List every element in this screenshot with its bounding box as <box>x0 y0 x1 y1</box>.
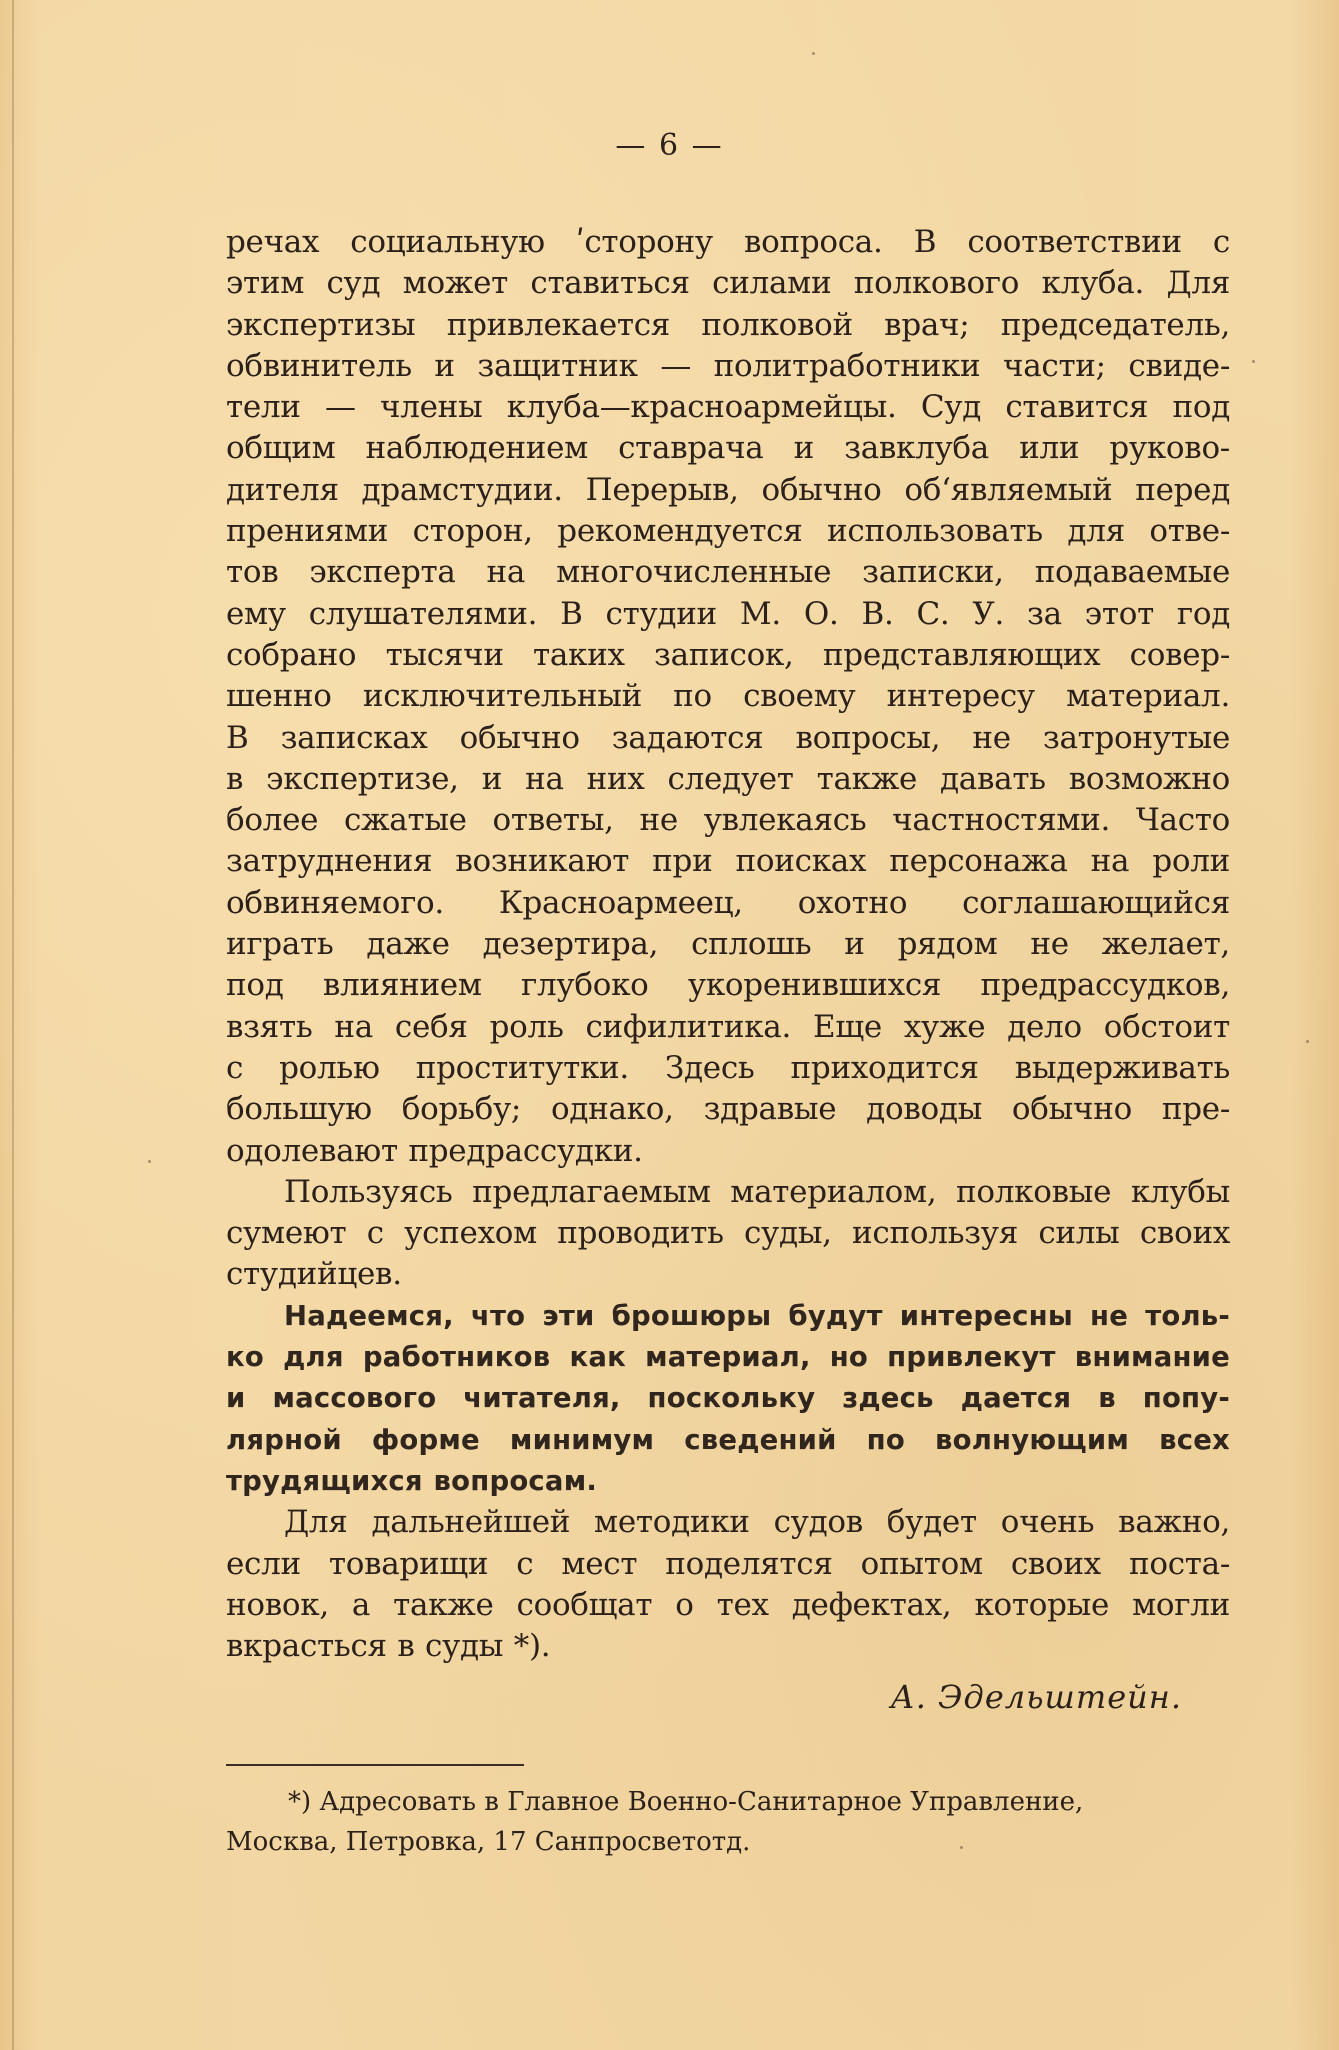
paper-speck <box>960 1846 963 1849</box>
text-line: В записках обычно задаются вопросы, не затронутые <box>226 719 1230 756</box>
text-line: и массового читателя, поскольку здесь дается в попу- <box>226 1382 1230 1415</box>
text-line: одолевают предрассудки. <box>226 1132 643 1169</box>
text-line: прениями сторон, рекомендуется использовать для отве- <box>226 513 1230 550</box>
footnote-line: Москва, Петровка, 17 Санпросветотд. <box>226 1827 751 1857</box>
paragraph-2 <box>226 1172 1230 1296</box>
binding-edge <box>12 0 14 2050</box>
text-line: обвиняемого. Красноармеец, охотно соглашающийся <box>226 884 1230 921</box>
text-line: большую борьбу; однако, здравые доводы обычно пре- <box>226 1091 1230 1128</box>
text-line: шенно исключительный по своему интересу материал. <box>226 678 1230 715</box>
text-line: играть даже дезертира, сплошь и рядом не желает, <box>226 926 1230 963</box>
text-line: тели — члены клуба—красноармейцы. Суд ставится под <box>226 389 1230 426</box>
footnote-divider <box>226 1764 524 1766</box>
text-line: сумеют с успехом проводить суды, используя силы своих <box>226 1215 1230 1252</box>
author-signature: А. Эдельштейн. <box>890 1678 1182 1716</box>
page-number: — 6 — <box>615 128 724 163</box>
text-line: обвинитель и защитник — политработники части; свиде- <box>226 347 1230 384</box>
text-line: этим суд может ставиться силами полкового клуба. Для <box>226 265 1230 302</box>
text-line: Пользуясь предлагаемым материалом, полковые клубы <box>284 1173 1230 1210</box>
paper-speck <box>812 52 815 55</box>
text-line: трудящихся вопросам. <box>226 1464 598 1497</box>
paragraph-1 <box>226 222 1230 1172</box>
text-line: ко для работников как материал, но привлекут внимание <box>226 1341 1230 1374</box>
text-line: студийцев. <box>226 1256 402 1293</box>
paragraph-4 <box>226 1502 1230 1667</box>
paper-speck <box>148 1160 151 1163</box>
text-line: ему слушателями. В студии М. О. В. С. У. за этот год <box>226 595 1230 632</box>
footnote <box>226 1782 1230 1862</box>
text-line: Надеемся, что эти брошюры будут интересны не толь- <box>284 1299 1230 1332</box>
text-line: взять на себя роль сифилитика. Еще хуже дело обстоит <box>226 1008 1230 1045</box>
text-line: экспертизы привлекается полковой врач; председатель, <box>226 306 1230 343</box>
text-line: вкрасться в суды *). <box>226 1628 551 1665</box>
paragraph-3 <box>226 1296 1230 1502</box>
text-line: дителя драмстудии. Перерыв, обычно об‘являемый перед <box>226 471 1230 508</box>
paper-speck <box>1252 360 1255 363</box>
text-line: в экспертизе, и на них следует также давать возможно <box>226 760 1230 797</box>
footnote-line: *) Адресовать в Главное Военно-Санитарное Управление, <box>288 1787 1084 1817</box>
body-text <box>226 222 1230 1667</box>
text-line: под влиянием глубоко укоренившихся предрассудков, <box>226 967 1230 1004</box>
text-line: Для дальнейшей методики судов будет очень важно, <box>284 1504 1230 1541</box>
text-line: речах социальную ʹсторону вопроса. В соответствии с <box>226 224 1230 260</box>
text-line: затруднения возникают при поисках персонажа на роли <box>226 843 1230 880</box>
text-line: тов эксперта на многочисленные записки, подаваемые <box>226 554 1230 591</box>
text-line: общим наблюдением ставрача и завклуба или руково- <box>226 430 1230 467</box>
text-line: с ролью проститутки. Здесь приходится выдерживать <box>226 1049 1230 1086</box>
paper-speck <box>1306 1040 1309 1043</box>
text-line: лярной форме минимум сведений по волнующим всех <box>226 1423 1230 1456</box>
text-line: собрано тысячи таких записок, представляющих совер- <box>226 636 1230 673</box>
text-line: более сжатые ответы, не увлекаясь частностями. Часто <box>226 802 1230 839</box>
text-line: если товарищи с мест поделятся опытом своих поста- <box>226 1545 1230 1582</box>
text-line: новок, а также сообщат о тех дефектах, которые могли <box>226 1586 1230 1623</box>
